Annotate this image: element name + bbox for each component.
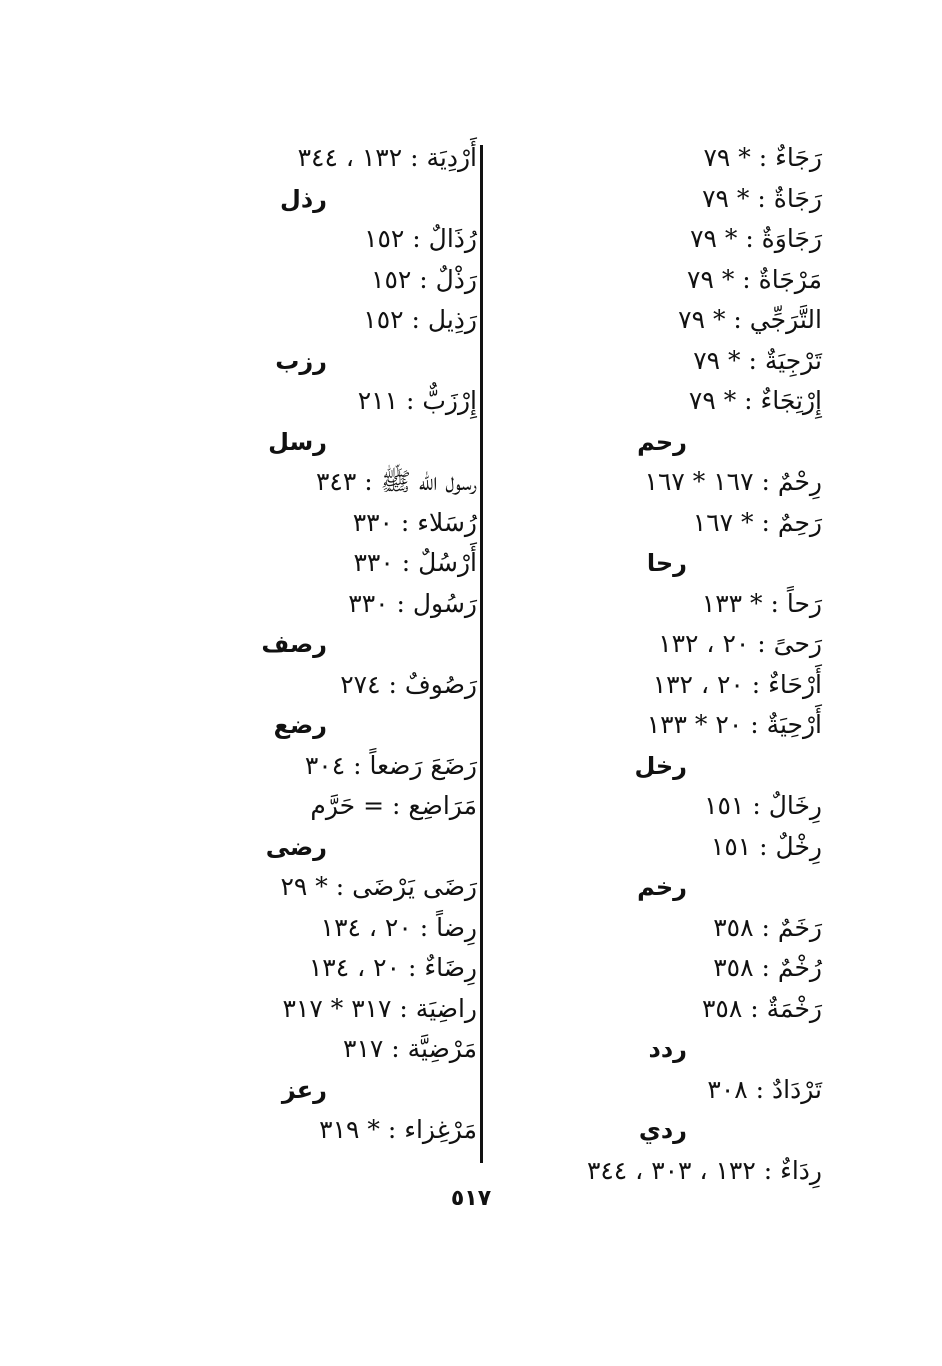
index-entry: إِرْتِجَاءٌ : * ٧٩ (688, 386, 822, 415)
root-heading: رحا (646, 549, 687, 577)
index-entry: رُخْمٌ : ٣٥٨ (713, 953, 822, 982)
index-entry: رَذْلٌ : ١٥٢ (371, 264, 477, 294)
index-entry: رِضَاءٌ : ٢٠ ، ١٣٤ (308, 953, 477, 982)
root-heading: رخل (634, 751, 687, 780)
index-entry: تَرْدَادٌ : ٣٠٨ (707, 1074, 822, 1104)
index-entry: رَسُول : ٣٣٠ (348, 588, 477, 618)
root-heading: رسل (268, 427, 327, 456)
root-heading: رضع (273, 711, 327, 739)
root-heading: رزب (275, 346, 327, 375)
column-divider (480, 145, 483, 1163)
index-entry: رَجَاوَةٌ : * ٧٩ (690, 224, 822, 253)
index-entry: مَرْغِزاء : * ٣١٩ (319, 1115, 477, 1144)
index-entry: رُذَالٌ : ١٥٢ (364, 224, 477, 253)
index-entry: رَحىً : ٢٠ ، ١٣٢ (658, 629, 822, 658)
index-column-right (492, 138, 822, 1191)
index-entry: أَرْسُلٌ : ٣٣٠ (353, 548, 477, 577)
index-column-left (247, 138, 477, 1151)
index-entry: رَصُوفٌ : ٢٧٤ (340, 669, 477, 699)
index-entry: رَحِمٌ : * ١٦٧ (692, 507, 822, 537)
index-entry: رَضَى يَرْضَى : * ٢٩ (280, 872, 477, 901)
root-heading: رذل (280, 184, 327, 213)
index-entry: إِرْزَبٌّ : ٢١١ (357, 386, 477, 415)
index-entry: أَرْحِيَةٌ : ٢٠ * ١٣٣ (646, 710, 822, 739)
index-entry: التَّرَجِّي : * ٧٩ (678, 305, 822, 334)
page-number: ٥١٧ (450, 1186, 492, 1211)
root-heading: رضى (265, 832, 327, 861)
root-heading: رحم (637, 427, 687, 456)
index-entry: مَرْضِيَّة : ٣١٧ (343, 1034, 477, 1063)
index-entry: رَخَمٌ : ٣٥٨ (713, 912, 822, 942)
index-entry: مَرَاضِع : = حَرَّم (310, 791, 477, 820)
root-heading: رخم (637, 873, 687, 901)
index-entry: رسول الله ﷺ : ٣٤٣ (315, 467, 477, 496)
index-entry: أَرْدِيَة : ١٣٢ ، ٣٤٤ (297, 143, 477, 172)
index-entry: راضِيَة : ٣١٧ * ٣١٧ (282, 993, 477, 1023)
index-entry: رَخْمَةٌ : ٣٥٨ (702, 993, 822, 1023)
index-entry: تَرْجِيَةٌ : * ٧٩ (693, 345, 822, 375)
index-entry: رَضَعَ رَضعاً : ٣٠٤ (304, 750, 477, 780)
index-entry: رِخْلٌ : ١٥١ (710, 831, 822, 861)
root-heading: ردي (638, 1116, 687, 1144)
index-entry: رِخَالٌ : ١٥١ (704, 791, 822, 820)
index-entry: مَرْجَاةٌ : * ٧٩ (687, 264, 822, 294)
index-entry: رِدَاءٌ : ١٣٢ ، ٣٠٣ ، ٣٤٤ (586, 1155, 822, 1185)
index-entry: رَجَاءٌ : * ٧٩ (703, 143, 822, 172)
index-entry: أَرْحَاءٌ : ٢٠ ، ١٣٢ (652, 669, 822, 699)
index-entry: رَجَاةٌ : * ٧٩ (702, 183, 822, 213)
index-entry: رُسَلاء : ٣٣٠ (352, 507, 477, 537)
index-entry: رَذِيل : ١٥٢ (363, 305, 477, 334)
index-entry: رِضاً : ٢٠ ، ١٣٤ (320, 912, 477, 942)
root-heading: رعز (281, 1075, 327, 1104)
index-entry: رَحاً : * ١٣٣ (701, 588, 822, 618)
index-entry: رِحْمٌ : ١٦٧ * ١٦٧ (644, 467, 822, 496)
root-heading: ردد (648, 1035, 687, 1063)
root-heading: رصف (261, 630, 327, 658)
